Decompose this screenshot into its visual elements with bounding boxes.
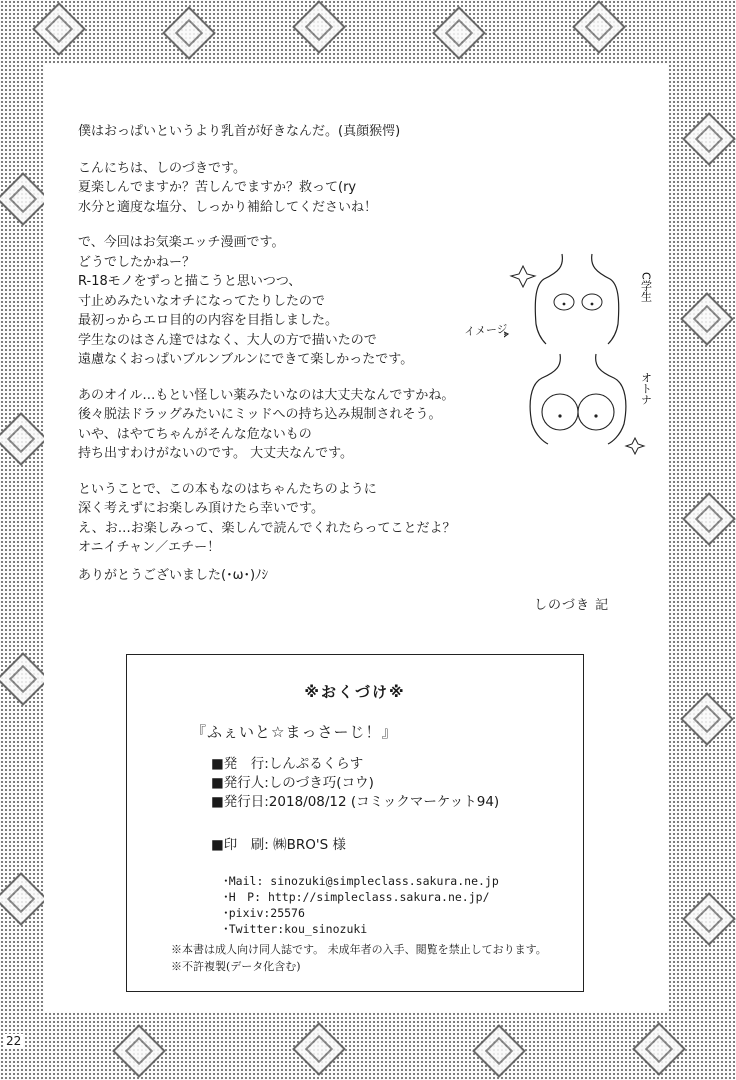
- contact-pixiv: ･pixiv:25576: [223, 906, 305, 920]
- contact-twitter: ･Twitter:kou_sinozuki: [223, 922, 368, 936]
- colophon-title: ※おくづけ※: [304, 683, 406, 701]
- border-pattern-tile: [682, 892, 736, 946]
- text-line: 水分と適度な塩分、しっかり補給してくださいね！: [78, 199, 378, 215]
- text-line: 最初っからエロ目的の内容を目指しました。: [78, 313, 339, 328]
- afterword-letter: [78, 122, 498, 574]
- text-line: こんにちは、しのづきです。: [78, 160, 246, 176]
- text-line: いや、はやてちゃんがそんな危ないもの: [78, 426, 312, 442]
- publisher-row: ■発 行:しんぷるくらす: [211, 756, 364, 772]
- issue-date-row: ■発行日:2018/08/12 (コミックマーケット94): [211, 794, 500, 810]
- text-line: オニイチャン／エチー！: [78, 540, 221, 555]
- thanks-line: ありがとうございました(･ω･)ﾉｼ: [78, 568, 269, 583]
- author-signature: しのづき 記: [534, 598, 610, 613]
- paragraph: [78, 480, 498, 558]
- torso-sketch-illustration: [504, 244, 654, 464]
- text-line: で、今回はお気楽エッチ漫画です。: [78, 235, 285, 250]
- copy-notice: ※不許複製(データ化含む): [171, 960, 301, 973]
- paragraph: [78, 233, 498, 370]
- contact-mail: ･Mail: sinozuki@simpleclass.sakura.ne.jp: [223, 874, 499, 888]
- border-pattern-tile: [572, 0, 626, 54]
- publication-info: [211, 755, 499, 812]
- border-pattern-tile: [0, 652, 50, 706]
- border-pattern-tile: [32, 2, 86, 56]
- border-pattern-tile: [680, 292, 734, 346]
- sketch-arrow-label: [463, 320, 508, 339]
- image-label-text: イメージ: [463, 322, 509, 339]
- text-line: 夏楽しんでますか？苦しんでますか？救って(ry: [78, 180, 357, 195]
- sketch-top-label: C学生: [639, 272, 653, 302]
- border-pattern-tile: [292, 1022, 346, 1076]
- legal-notes: [171, 941, 547, 975]
- border-pattern-tile: [680, 692, 734, 746]
- afterword-panel: [44, 64, 668, 1012]
- border-pattern-tile: [682, 492, 736, 546]
- border-pattern-tile: [0, 412, 48, 466]
- issuer-row: ■発行人:しのづき巧(コウ): [211, 775, 374, 791]
- page-number: 22: [6, 1034, 22, 1048]
- text-line: 後々脱法ドラッグみたいにミッドへの持ち込み規制されそう。: [78, 407, 442, 422]
- text-line: どうでしたかねー？: [78, 254, 196, 270]
- paragraph: [78, 159, 498, 218]
- colophon-box: [126, 654, 584, 992]
- border-pattern-tile: [682, 112, 736, 166]
- text-line: 寸止めみたいなオチになってたりしたので: [78, 293, 326, 309]
- adult-notice: ※本書は成人向け同人誌です。 未成年者の入手、閲覧を禁止しております。: [171, 943, 547, 956]
- border-pattern-tile: [432, 6, 486, 60]
- contact-list: [223, 873, 499, 937]
- border-pattern-tile: [112, 1024, 166, 1078]
- greeting-line: 僕はおっぱいというより乳首が好きなんだ。(真顔猴愕): [78, 124, 401, 139]
- text-line: え、お…お楽しみって、楽しんで読んでくれたらってことだよ？: [78, 520, 456, 536]
- contact-homepage: ･H P: http://simpleclass.sakura.ne.jp/: [223, 890, 490, 904]
- paragraph: [78, 386, 498, 464]
- text-line: 深く考えずにお楽しみ頂けたら幸いです。: [78, 501, 324, 516]
- text-line: 学生なのはさん達ではなく、大人の方で描いたので: [78, 332, 377, 348]
- border-pattern-tile: [292, 0, 346, 54]
- border-pattern-tile: [0, 872, 48, 926]
- text-line: 遠慮なくおっぱいブルンブルンにできて楽しかったです。: [78, 352, 414, 367]
- printer-row: ■印 刷: ㈱BRO'S 様: [211, 837, 346, 853]
- text-line: ということで、この本もなのはちゃんたちのように: [78, 481, 377, 497]
- border-pattern-tile: [632, 1022, 686, 1076]
- text-line: あのオイル…もとい怪しい薬みたいなのは大丈夫なんですかね。: [78, 387, 455, 403]
- border-pattern-tile: [162, 6, 216, 60]
- border-pattern-tile: [0, 172, 50, 226]
- text-line: 持ち出すわけがないのです。 大丈夫なんです。: [78, 446, 354, 461]
- sketch-bottom-label: オトナ: [639, 372, 653, 405]
- book-title: 『ふぇいと☆まっさーじ！』: [191, 723, 398, 741]
- text-line: R-18モノをずっと描こうと思いつつ、: [78, 274, 302, 289]
- border-pattern-tile: [472, 1024, 526, 1078]
